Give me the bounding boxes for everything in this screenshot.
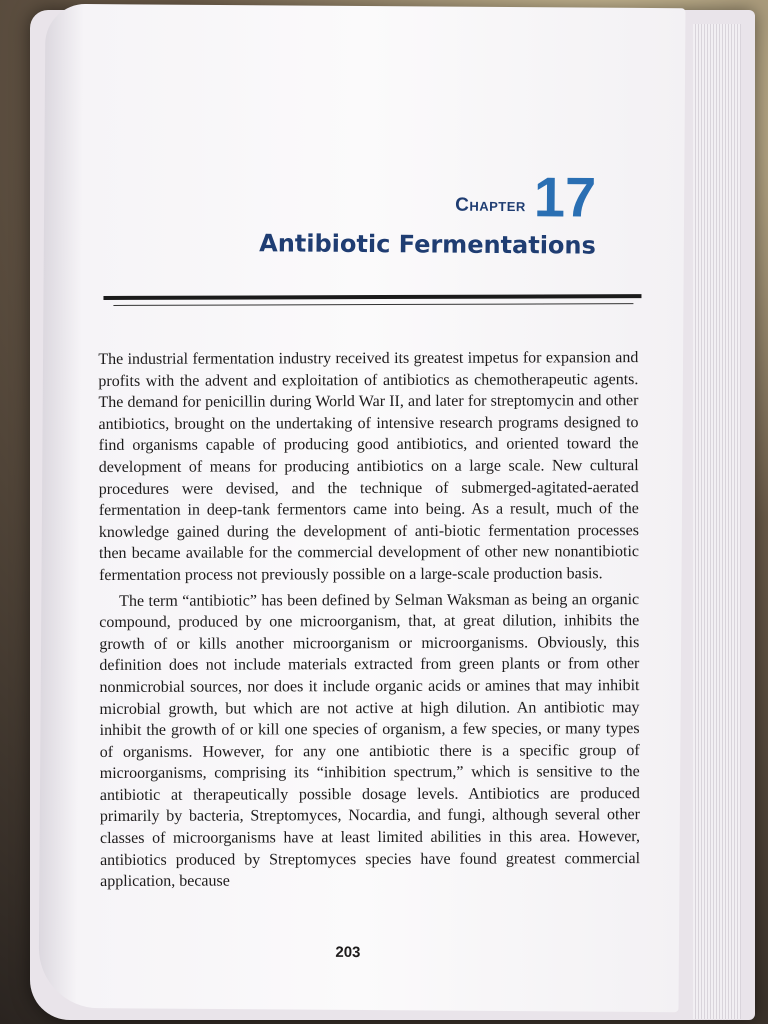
book-page bbox=[39, 4, 686, 1012]
page-number: 203 bbox=[335, 943, 361, 961]
paragraph-2: The term “antibiotic” has been defined by Selman Waksman as being an organic compound, produced by one microorganism, that, at great dilution, inhibits the growth of or kills another microorganism or microorganisms. Obviously, this definition does not include materials extracted from green plants or from other nonmicrobial sources, nor does it include organic acids or amines that may inhibit microbial growth, but which are not active at high dilution. An antibiotic may inhibit the growth of or kill one species of organism, a few species, or many types of organisms. However, for any one antibiotic there is a specific group of microorganisms, comprising its “inhibition spectrum,” which is sensitive to the antibiotic at therapeutically possible dosage levels. Antibiotics are produced primarily by bacteria, Streptomyces, Nocardia, and fungi, although several other classes of microorganisms have at least limited abilities in this area. However, antibiotics produced by Streptomyces species have found greatest commercial application, because bbox=[99, 590, 641, 891]
chapter-number: 17 bbox=[533, 165, 597, 229]
title-rule-thick bbox=[103, 294, 641, 300]
chapter-title: Antibiotic Fermentations bbox=[259, 229, 596, 260]
paragraph-1: The industrial fermentation industry received its greatest impetus for expansion and profits with the advent and exploitation of antibiotics as chemotherapeutic agents. The demand for penicillin during World War II, and later for streptomycin and other antibiotics, brought on the undertaking of intensive research programs designed to find organisms capable of producing good antibiotics, and oriented toward the development of means for producing antibiotics on a large scale. New cultural procedures were devised, and the technique of submerged-agitated-aerated fermentation in deep-tank fermentors came into being. As a result, much of the knowledge gained during the development of anti-biotic fermentation processes then became available for the commercial development of other new nonantibiotic fermentation process not previously possible on a large-scale production basis. bbox=[98, 349, 640, 584]
chapter-label: Chapter bbox=[455, 194, 526, 217]
chapter-header bbox=[259, 167, 596, 259]
page-edges bbox=[693, 24, 741, 1019]
body-text bbox=[98, 347, 640, 893]
chapter-heading-row bbox=[259, 165, 597, 229]
title-rule-thin bbox=[113, 303, 633, 306]
